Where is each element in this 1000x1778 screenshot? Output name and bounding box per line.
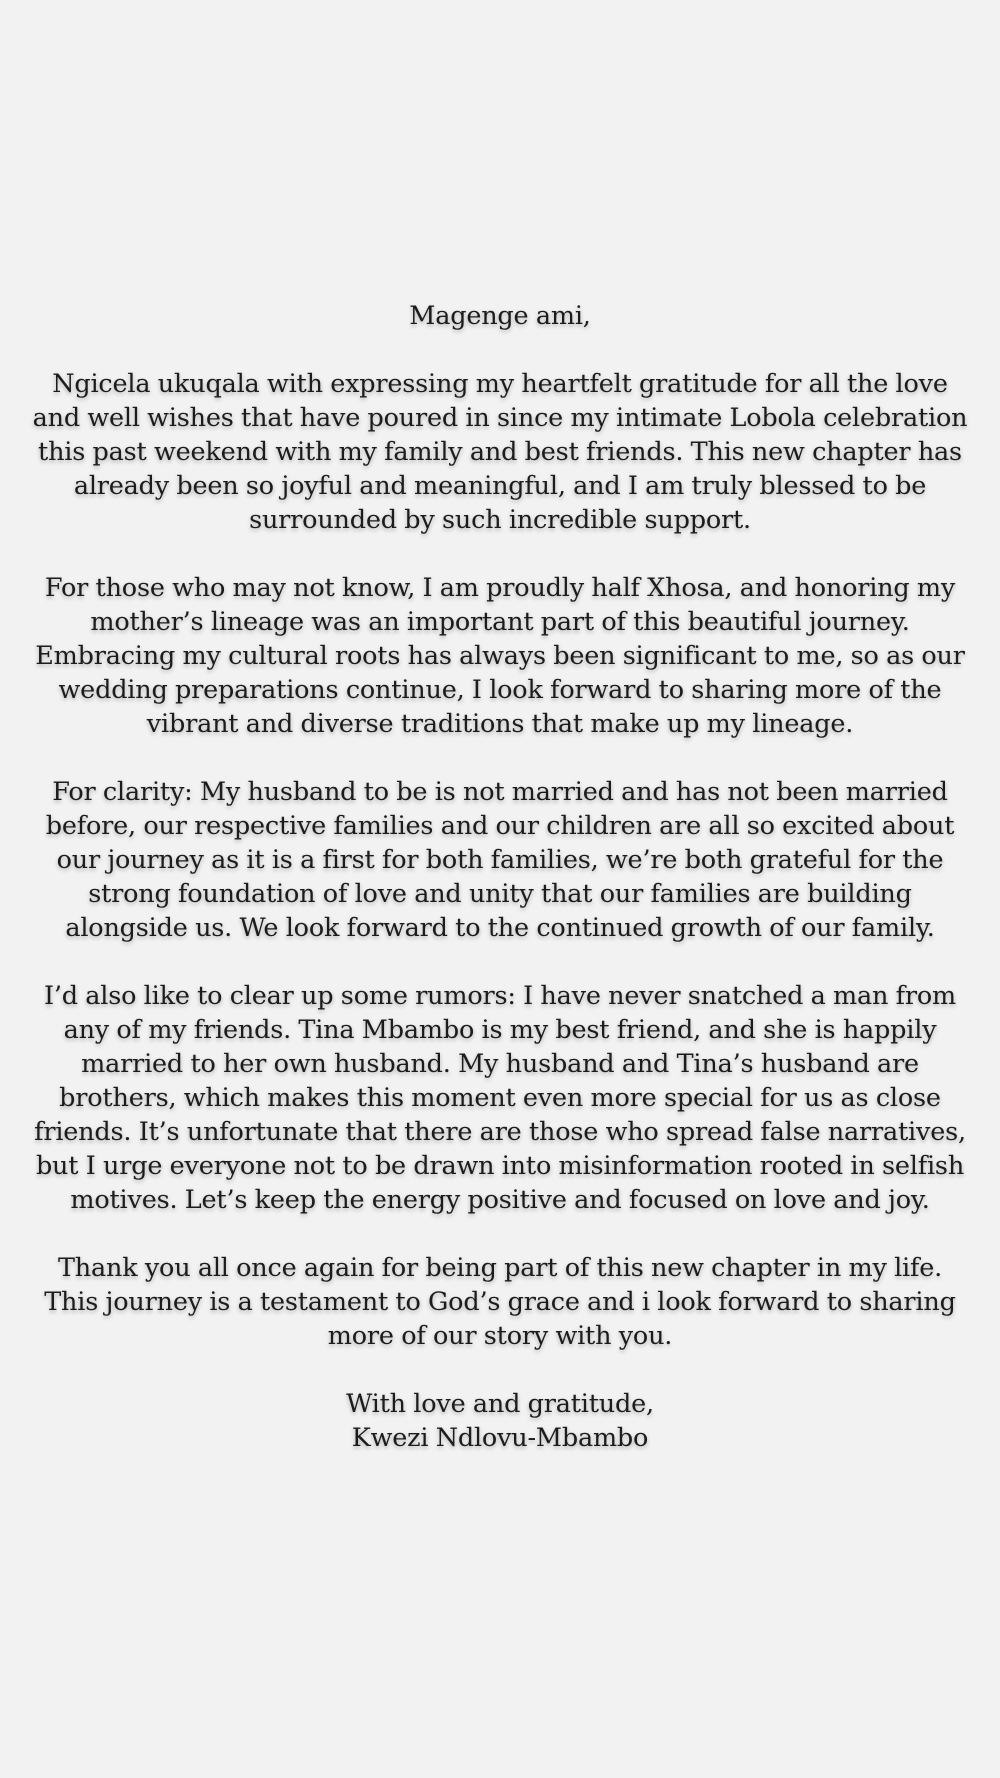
signature: Kwezi Ndlovu-Mbambo (351, 1423, 649, 1453)
paragraph-gratitude: Ngicela ukuqala with expressing my heartfelt gratitude for all the love and well wishes that have poured in since my intimate Lobola celebration this past weekend with my family and best friends. This new chapter has already been so joyful and meaningful, and I am truly blessed to be surrounded by such incredible support. (32, 369, 968, 535)
sign-off (28, 1387, 972, 1455)
paragraph-rumors: I’d also like to clear up some rumors: I have never snatched a man from any of my friends. Tina Mbambo is my best friend, and she is happily married to her own husband. My husband and Tina’s husband are brothers, which makes this moment even more special for us as close friends. It’s unfortunate that there are those who spread false narratives, but I urge everyone not to be drawn into misinformation rooted in selfish motives. Let’s keep the energy positive and focused on love and joy. (34, 981, 966, 1215)
paragraph-heritage: For those who may not know, I am proudly half Xhosa, and honoring my mother’s lineage was an important part of this beautiful journey. Embracing my cultural roots has always been significant to me, so as our wedding preparations continue, I look forward to sharing more of the vibrant and diverse traditions that make up my lineage. (35, 573, 965, 739)
paragraph-clarity: For clarity: My husband to be is not married and has not been married before, our respective families and our children are all so excited about our journey as it is a first for both families, we’re both grateful for the strong foundation of love and unity that our families are building alongside us. We look forward to the continued growth of our family. (45, 777, 955, 943)
greeting: Magenge ami, (409, 301, 591, 331)
paragraph-thanks: Thank you all once again for being part of this new chapter in my life. This journey is a testament to God’s grace and i look forward to sharing more of our story with you. (44, 1253, 956, 1351)
closing: With love and gratitude, (346, 1389, 654, 1419)
letter-body (28, 299, 972, 1455)
